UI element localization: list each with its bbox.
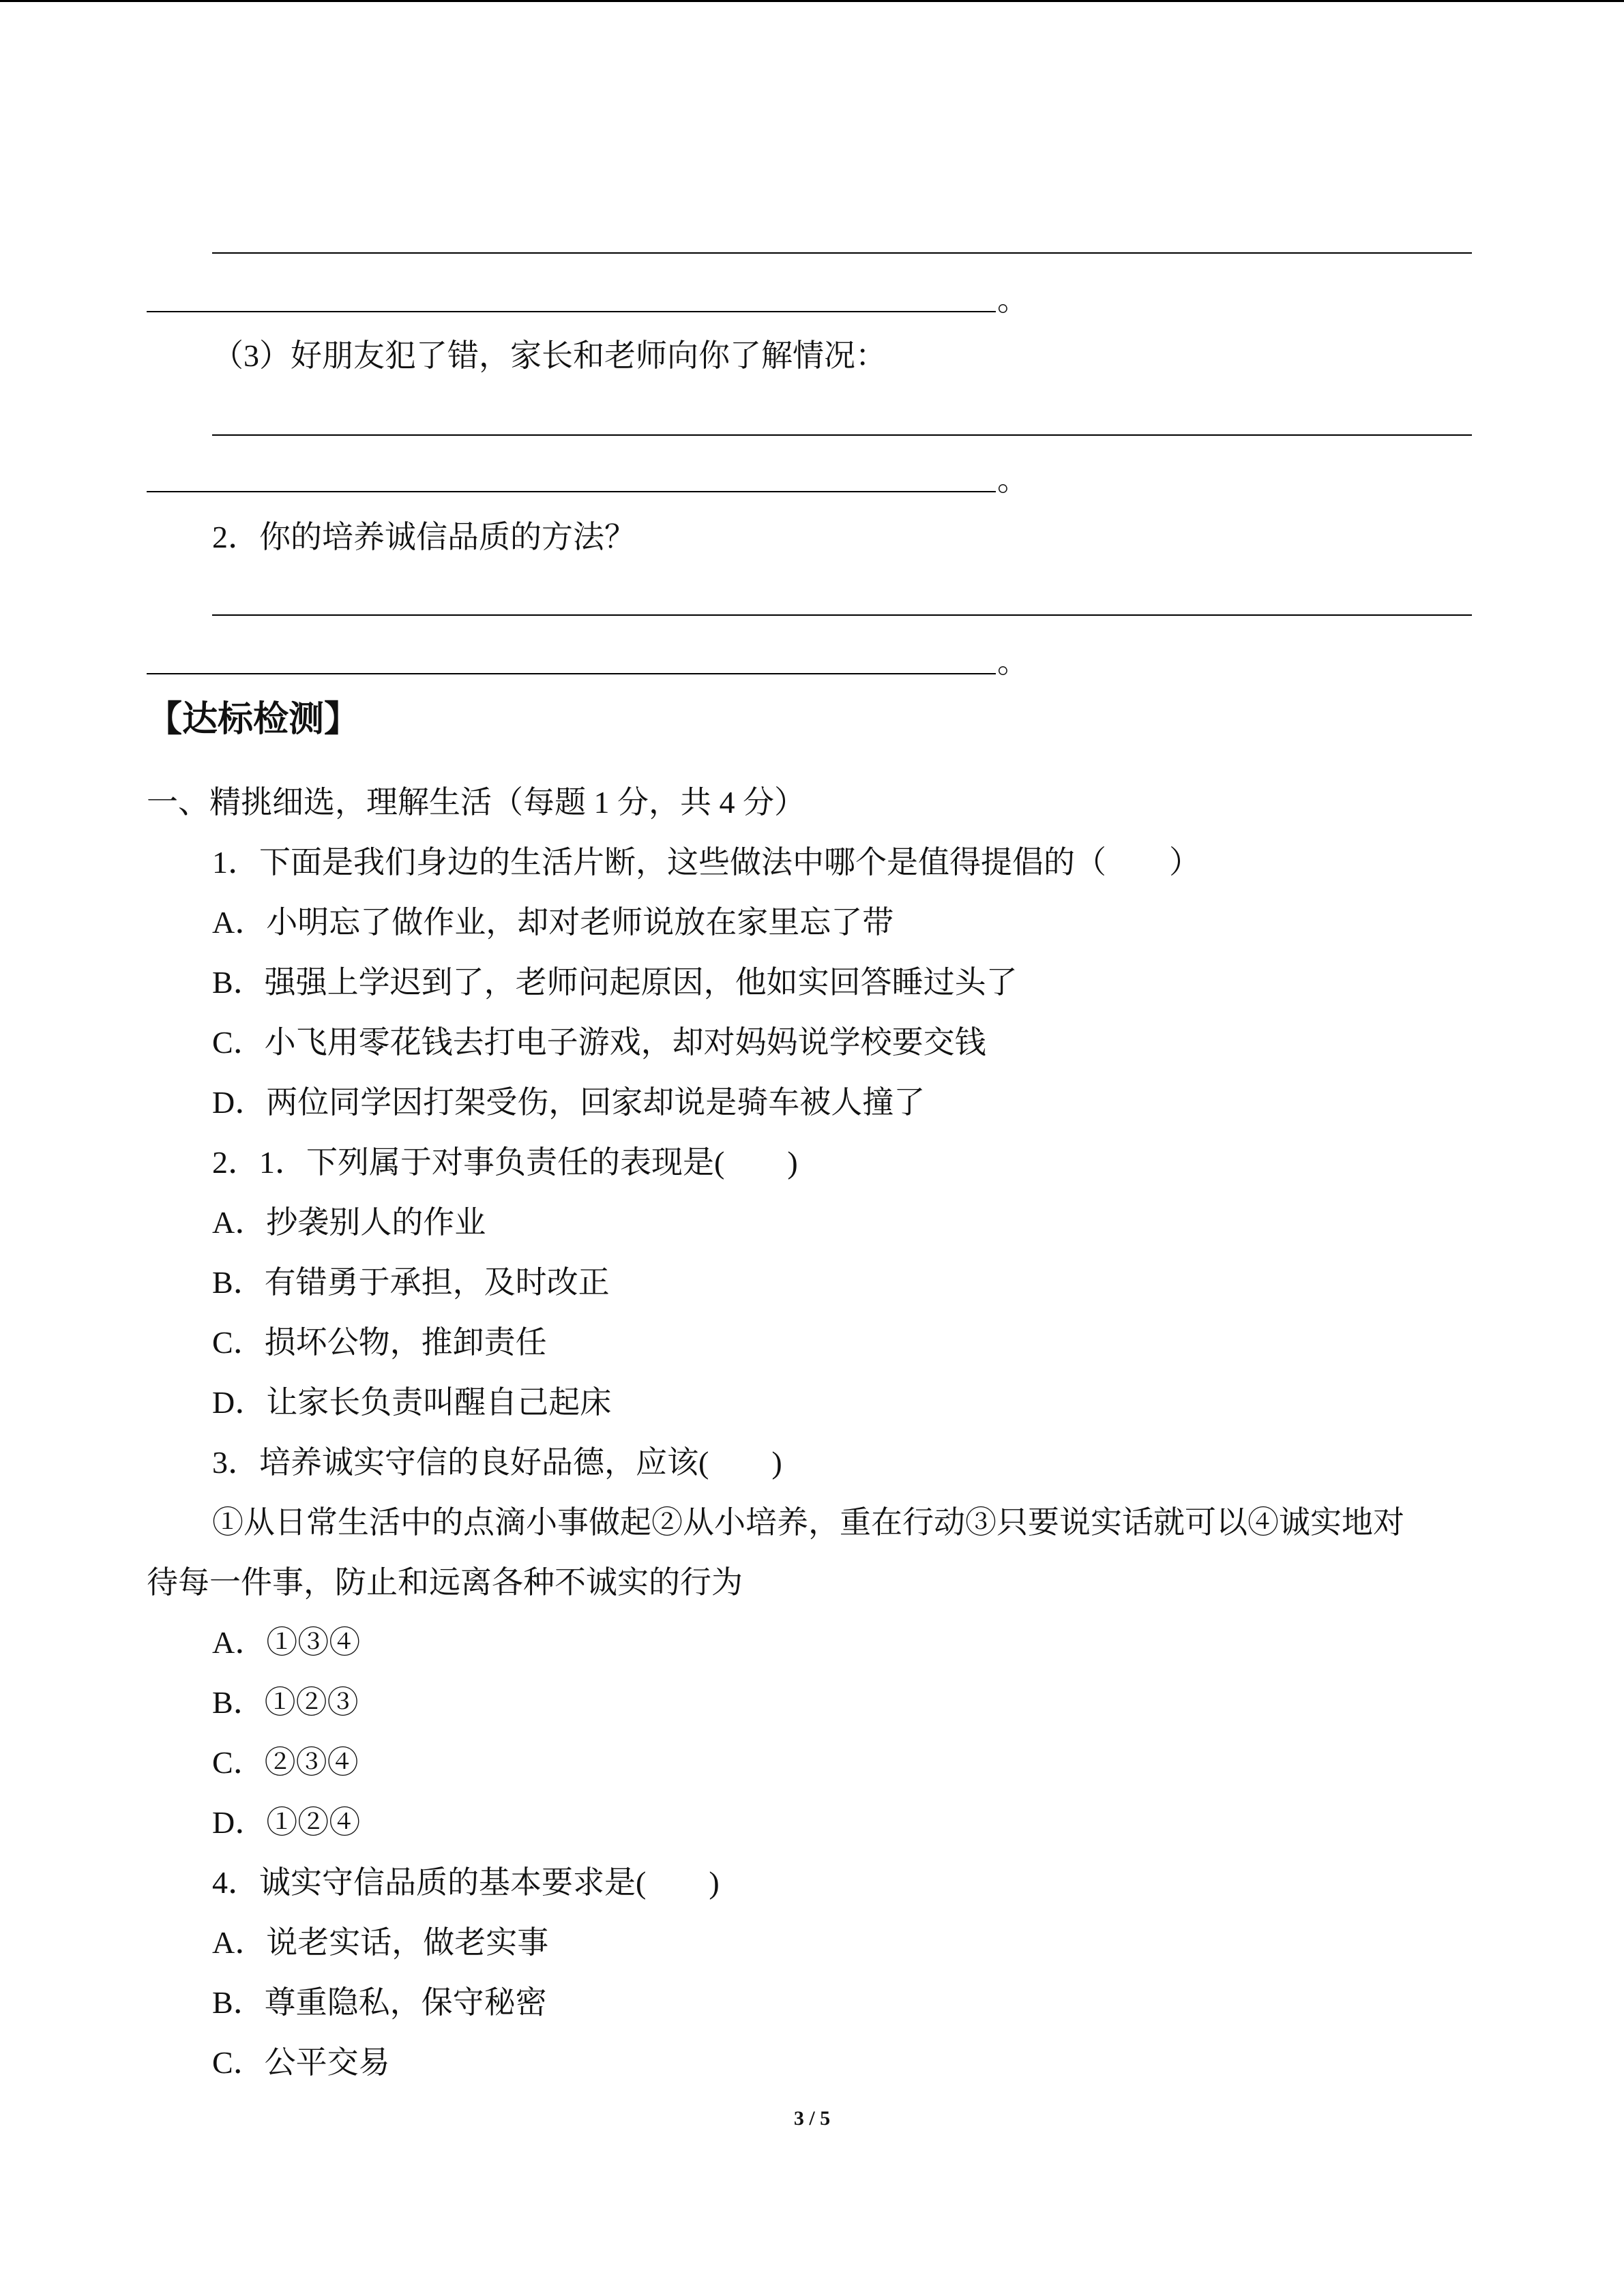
- question-1-stem: 1．下面是我们身边的生活片断，这些做法中哪个是值得提倡的（ ）: [212, 845, 1200, 880]
- question-1-option-a: A．小明忘了做作业，却对老师说放在家里忘了带: [212, 905, 894, 940]
- part-one: [147, 773, 1477, 2093]
- answer-end-mark: 。: [997, 282, 1029, 317]
- part-one-title: 一、精挑细选，理解生活（每题 1 分，共 4 分）: [147, 785, 806, 820]
- question-2-option-a: A．抄袭别人的作业: [212, 1205, 486, 1240]
- question-2-stem: 2．1．下列属于对事负责任的表现是( ): [212, 1145, 798, 1180]
- answer-end-mark: 。: [997, 462, 1029, 497]
- question-3-option-a: A．①③④: [212, 1625, 361, 1660]
- answer-end-mark: 。: [997, 644, 1029, 679]
- section-heading: 【达标检测】: [147, 700, 360, 739]
- answer-blank-line: [212, 434, 1472, 436]
- question-3-stem: 3．培养诚实守信的良好品德，应该( ): [212, 1445, 782, 1480]
- question-1-option-c: C．小飞用零花钱去打电子游戏，却对妈妈说学校要交钱: [212, 1025, 986, 1060]
- question-2-option-d: D．让家长负责叫醒自己起床: [212, 1385, 612, 1420]
- question-4-option-c: C．公平交易: [212, 2045, 390, 2080]
- answer-blank-line: [212, 614, 1472, 616]
- question-3-option-d: D．①②④: [212, 1805, 361, 1840]
- page-number: 3 / 5: [793, 2107, 831, 2130]
- page-top-edge: [0, 0, 1624, 2]
- prompt-friend-mistake: （3）好朋友犯了错，家长和老师向你了解情况：: [212, 338, 887, 373]
- question-1-option-b: B．强强上学迟到了，老师问起原因，他如实回答睡过头了: [212, 965, 1018, 1000]
- question-4-option-b: B．尊重隐私，保守秘密: [212, 1985, 547, 2020]
- answer-blank-line: [147, 491, 996, 492]
- question-4-option-a: A．说老实话，做老实事: [212, 1925, 549, 1960]
- question-3-statements-line-1: ①从日常生活中的点滴小事做起②从小培养，重在行动③只要说实话就可以④诚实地对: [212, 1505, 1404, 1540]
- question-4-stem: 4．诚实守信品质的基本要求是( ): [212, 1865, 720, 1900]
- question-2-option-c: C．损坏公物，推卸责任: [212, 1325, 547, 1360]
- question-3-statements-line-2: 待每一件事，防止和远离各种不诚实的行为: [147, 1565, 743, 1600]
- question-3-option-c: C．②③④: [212, 1745, 359, 1780]
- prompt-integrity-method: 2．你的培养诚信品质的方法？: [212, 520, 636, 554]
- question-2-option-b: B．有错勇于承担，及时改正: [212, 1265, 610, 1300]
- answer-blank-line: [212, 252, 1472, 254]
- answer-blank-line: [147, 311, 996, 312]
- question-1-option-d: D．两位同学因打架受伤，回家却说是骑车被人撞了: [212, 1085, 926, 1120]
- question-3-option-b: B．①②③: [212, 1685, 359, 1720]
- answer-blank-line: [147, 673, 996, 674]
